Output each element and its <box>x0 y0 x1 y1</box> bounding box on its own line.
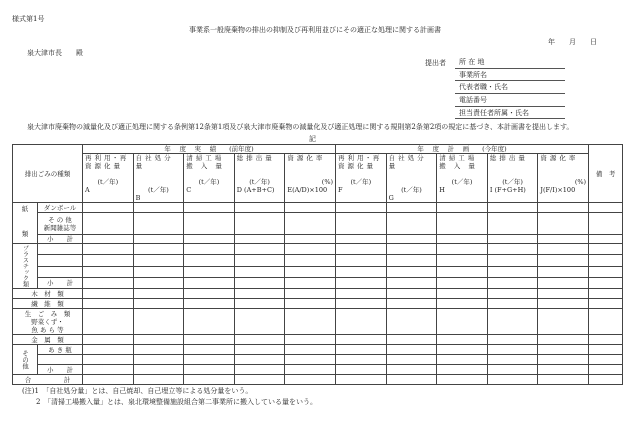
group-plan: 年 度 計 画 (今年度) <box>336 145 589 154</box>
field-office-name[interactable]: 事業所名 <box>455 69 565 82</box>
data-cell[interactable] <box>336 289 387 299</box>
data-cell[interactable] <box>437 203 488 213</box>
data-cell[interactable] <box>437 345 488 355</box>
plan-col-header <box>437 154 488 203</box>
data-cell[interactable] <box>386 309 437 335</box>
data-cell[interactable] <box>234 345 285 355</box>
data-cell[interactable] <box>386 365 437 375</box>
table-row <box>13 277 623 288</box>
blank-label <box>38 244 83 255</box>
data-cell[interactable] <box>184 365 235 375</box>
data-cell[interactable] <box>589 289 623 299</box>
table-row <box>13 266 623 277</box>
data-cell[interactable] <box>589 375 623 385</box>
remarks-header: 備 考 <box>589 145 623 203</box>
col-label-1: 総排出量 <box>236 154 275 162</box>
data-cell[interactable] <box>133 365 184 375</box>
col-label-1: 総排出量 <box>489 154 528 162</box>
data-cell[interactable] <box>234 365 285 375</box>
data-cell[interactable] <box>133 255 184 266</box>
col-code: H <box>439 186 445 194</box>
data-cell[interactable] <box>589 309 623 335</box>
data-cell[interactable] <box>285 255 336 266</box>
table-row <box>13 244 623 255</box>
data-cell[interactable] <box>487 309 538 335</box>
col-label-1: 自社処分量 <box>135 154 174 170</box>
data-cell[interactable] <box>133 355 184 365</box>
data-cell[interactable] <box>184 375 235 385</box>
data-cell[interactable] <box>133 335 184 345</box>
data-cell[interactable] <box>437 277 488 288</box>
data-cell[interactable] <box>83 213 134 235</box>
data-cell[interactable] <box>437 309 488 335</box>
data-cell[interactable] <box>336 266 387 277</box>
col-label-2: 資源化量 <box>338 162 377 170</box>
data-cell[interactable] <box>133 277 184 288</box>
data-cell[interactable] <box>184 345 235 355</box>
data-cell[interactable] <box>589 365 623 375</box>
data-cell[interactable] <box>83 309 134 335</box>
data-cell[interactable] <box>184 266 235 277</box>
food-3: 魚 あ ら 等 <box>31 325 64 334</box>
data-cell[interactable] <box>234 335 285 345</box>
data-cell[interactable] <box>336 277 387 288</box>
data-cell[interactable] <box>234 203 285 213</box>
data-cell[interactable] <box>487 365 538 375</box>
col-label-2 <box>237 162 283 170</box>
data-cell[interactable] <box>336 255 387 266</box>
data-cell[interactable] <box>386 335 437 345</box>
data-cell[interactable] <box>285 203 336 213</box>
data-cell[interactable] <box>133 244 184 255</box>
data-cell[interactable] <box>184 203 235 213</box>
table-row <box>13 365 623 375</box>
data-cell[interactable] <box>437 365 488 375</box>
data-cell[interactable] <box>437 255 488 266</box>
data-cell[interactable] <box>437 335 488 345</box>
data-cell[interactable] <box>184 355 235 365</box>
data-cell[interactable] <box>184 289 235 299</box>
data-cell[interactable] <box>336 213 387 235</box>
col-label-1: 自社処分量 <box>388 154 427 170</box>
data-cell[interactable] <box>437 289 488 299</box>
col-unit: (%) <box>574 178 587 186</box>
col-unit: (t／年) <box>350 178 372 186</box>
total-label: 合 計 <box>13 375 83 385</box>
data-cell[interactable] <box>487 299 538 309</box>
other-paper-label <box>38 213 83 235</box>
table-row <box>13 375 623 385</box>
food-label <box>13 309 83 335</box>
plan-col-header <box>336 154 387 203</box>
data-cell[interactable] <box>589 335 623 345</box>
date: 年 月 日 <box>548 38 597 46</box>
data-cell[interactable] <box>538 335 589 345</box>
data-cell[interactable] <box>589 299 623 309</box>
col-label-2 <box>287 162 333 170</box>
data-cell[interactable] <box>184 335 235 345</box>
note-2: 2 「清掃工場搬入量」とは、泉北環境整備施設組合第二事業所に搬入している量をいう。 <box>36 398 317 406</box>
data-cell[interactable] <box>589 203 623 213</box>
data-cell[interactable] <box>437 235 488 244</box>
data-cell[interactable] <box>285 244 336 255</box>
paper-label: 紙 <box>21 205 29 213</box>
data-cell[interactable] <box>538 289 589 299</box>
waste-plan-table <box>12 144 623 385</box>
data-cell[interactable] <box>487 213 538 235</box>
data-cell[interactable] <box>487 335 538 345</box>
data-cell[interactable] <box>184 255 235 266</box>
data-cell[interactable] <box>487 244 538 255</box>
col-unit: (t／年) <box>97 178 119 186</box>
blank-label <box>38 355 83 365</box>
actual-col-header <box>83 154 134 203</box>
data-cell[interactable] <box>234 235 285 244</box>
col-unit: (t／年) <box>249 178 270 186</box>
col-label-2: 搬 入 量 <box>439 162 478 170</box>
data-cell[interactable] <box>285 345 336 355</box>
actual-col-header <box>234 154 285 203</box>
col-code: E(A/D)×100 <box>287 186 328 194</box>
col-label-2: 搬 入 量 <box>186 162 225 170</box>
data-cell[interactable] <box>133 345 184 355</box>
col-label-1: 再利用･再 <box>338 154 383 162</box>
table-row <box>13 235 623 244</box>
data-cell[interactable] <box>336 335 387 345</box>
col-label-1: 清掃工場 <box>186 154 225 162</box>
data-cell[interactable] <box>538 255 589 266</box>
data-cell[interactable] <box>234 255 285 266</box>
data-cell[interactable] <box>538 345 589 355</box>
data-cell[interactable] <box>487 277 538 288</box>
col-code: D (A+B+C) <box>236 186 275 194</box>
col-unit: (%) <box>321 178 334 186</box>
data-cell[interactable] <box>83 255 134 266</box>
data-cell[interactable] <box>336 299 387 309</box>
col-label-2: 資源化量 <box>85 162 123 170</box>
col-code: B <box>135 194 141 202</box>
data-cell[interactable] <box>437 299 488 309</box>
data-cell[interactable] <box>538 365 589 375</box>
data-cell[interactable] <box>285 335 336 345</box>
data-cell[interactable] <box>133 309 184 335</box>
data-cell[interactable] <box>386 375 437 385</box>
data-cell[interactable] <box>285 365 336 375</box>
data-cell[interactable] <box>133 203 184 213</box>
group-actual: 年 度 実 績 (前年度) <box>83 145 336 154</box>
data-cell[interactable] <box>487 203 538 213</box>
data-cell[interactable] <box>487 266 538 277</box>
col-label-2 <box>389 170 435 178</box>
col-code: J(F/I)×100 <box>540 186 576 194</box>
data-cell[interactable] <box>285 235 336 244</box>
data-cell[interactable] <box>487 345 538 355</box>
data-cell[interactable] <box>285 266 336 277</box>
other-category: その他 <box>13 345 38 375</box>
data-cell[interactable] <box>487 375 538 385</box>
cardboard-label: ダンボール <box>38 203 83 213</box>
field-representative[interactable]: 代表者職・氏名 <box>455 81 565 94</box>
paper-category <box>13 203 38 244</box>
data-cell[interactable] <box>538 355 589 365</box>
data-cell[interactable] <box>386 355 437 365</box>
data-cell[interactable] <box>83 355 134 365</box>
type-header: 排出ごみの種類 <box>13 145 83 203</box>
data-cell[interactable] <box>386 244 437 255</box>
actual-col-header <box>133 154 184 203</box>
table-row <box>13 213 623 235</box>
table-row <box>13 345 623 355</box>
data-cell[interactable] <box>589 255 623 266</box>
data-cell[interactable] <box>386 299 437 309</box>
paper-subtotal-label: 小 計 <box>38 235 83 244</box>
data-cell[interactable] <box>83 289 134 299</box>
data-cell[interactable] <box>184 277 235 288</box>
plastic-category: プラスチック類 <box>13 244 38 289</box>
table-row <box>13 355 623 365</box>
col-unit: (t／年) <box>502 178 523 186</box>
field-phone[interactable]: 電話番号 <box>455 94 565 107</box>
other-paper-1: そ の 他 <box>48 215 72 224</box>
data-cell[interactable] <box>234 244 285 255</box>
data-cell[interactable] <box>133 235 184 244</box>
data-cell[interactable] <box>336 203 387 213</box>
actual-col-header <box>184 154 235 203</box>
data-cell[interactable] <box>285 277 336 288</box>
data-cell[interactable] <box>336 375 387 385</box>
data-cell[interactable] <box>336 355 387 365</box>
data-cell[interactable] <box>234 355 285 365</box>
food-1: 生 ご み 類 <box>24 309 71 318</box>
blank-label <box>38 255 83 266</box>
submitter-label: 提出者 <box>425 59 446 67</box>
data-cell[interactable] <box>133 375 184 385</box>
table-row <box>13 299 623 309</box>
col-code: C <box>186 186 192 194</box>
data-cell[interactable] <box>589 277 623 288</box>
data-cell[interactable] <box>133 266 184 277</box>
wood-label: 木 材 類 <box>13 289 83 299</box>
data-cell[interactable] <box>538 309 589 335</box>
actual-col-header <box>285 154 336 203</box>
data-cell[interactable] <box>487 235 538 244</box>
data-cell[interactable] <box>538 244 589 255</box>
statement: 泉大津市廃棄物の減量化及び適正処理に関する条例第12条第1項及び泉大津市廃棄物の減量化及び適正処理に関する規則第2条第2項の規定に基づき、本計画書を提出します。 <box>27 123 574 131</box>
data-cell[interactable] <box>538 203 589 213</box>
data-cell[interactable] <box>184 213 235 235</box>
data-cell[interactable] <box>234 277 285 288</box>
col-label-2 <box>540 162 586 170</box>
table-row <box>13 309 623 335</box>
field-address[interactable]: 所 在 地 <box>455 56 565 69</box>
table-row <box>13 255 623 266</box>
data-cell[interactable] <box>184 244 235 255</box>
data-cell[interactable] <box>184 309 235 335</box>
col-unit: (t／年) <box>451 178 473 186</box>
plan-col-header <box>538 154 589 203</box>
data-cell[interactable] <box>184 299 235 309</box>
field-person-in-charge[interactable]: 担当責任者所属・氏名 <box>455 107 565 120</box>
data-cell[interactable] <box>386 203 437 213</box>
data-cell[interactable] <box>589 244 623 255</box>
col-code: I (F+G+H) <box>489 186 526 194</box>
data-cell[interactable] <box>437 355 488 365</box>
data-cell[interactable] <box>386 213 437 235</box>
col-label-1: 再利用･再 <box>85 154 130 162</box>
fiber-label: 繊 維 類 <box>13 299 83 309</box>
blank-label <box>38 266 83 277</box>
data-cell[interactable] <box>83 203 134 213</box>
col-label-1: 資源化率 <box>287 154 326 162</box>
data-cell[interactable] <box>285 355 336 365</box>
other-subtotal-label: 小 計 <box>38 365 83 375</box>
data-cell[interactable] <box>336 309 387 335</box>
data-cell[interactable] <box>234 375 285 385</box>
col-label-1: 資源化率 <box>540 154 579 162</box>
data-cell[interactable] <box>83 365 134 375</box>
col-code: F <box>338 186 343 194</box>
data-cell[interactable] <box>336 244 387 255</box>
data-cell[interactable] <box>437 375 488 385</box>
data-cell[interactable] <box>589 266 623 277</box>
data-cell[interactable] <box>386 235 437 244</box>
addressee: 泉大津市長 殿 <box>27 49 83 57</box>
data-cell[interactable] <box>487 289 538 299</box>
data-cell[interactable] <box>83 244 134 255</box>
bottles-label: あ き 瓶 <box>38 345 83 355</box>
data-cell[interactable] <box>386 255 437 266</box>
col-code: G <box>388 194 394 202</box>
data-cell[interactable] <box>538 299 589 309</box>
data-cell[interactable] <box>234 266 285 277</box>
data-cell[interactable] <box>83 266 134 277</box>
data-cell[interactable] <box>133 289 184 299</box>
data-cell[interactable] <box>487 355 538 365</box>
data-cell[interactable] <box>234 299 285 309</box>
table-row <box>13 289 623 299</box>
data-cell[interactable] <box>386 266 437 277</box>
col-unit: (t／年) <box>148 186 169 194</box>
data-cell[interactable] <box>83 235 134 244</box>
metal-label: 金 属 類 <box>13 335 83 345</box>
data-cell[interactable] <box>437 266 488 277</box>
col-code: A <box>85 186 90 194</box>
table-row <box>13 203 623 213</box>
data-cell[interactable] <box>285 309 336 335</box>
food-2: 野菜くず・ <box>31 317 64 326</box>
data-cell[interactable] <box>437 244 488 255</box>
form-number: 様式第1号 <box>12 15 45 23</box>
data-cell[interactable] <box>538 375 589 385</box>
data-cell[interactable] <box>538 235 589 244</box>
table-row <box>13 335 623 345</box>
data-cell[interactable] <box>589 345 623 355</box>
data-cell[interactable] <box>285 299 336 309</box>
data-cell[interactable] <box>83 299 134 309</box>
data-cell[interactable] <box>589 355 623 365</box>
data-cell[interactable] <box>386 277 437 288</box>
document-title: 事業系一般廃棄物の排出の抑制及び再利用並びにその適正な処理に関する計画書 <box>189 26 441 34</box>
data-cell[interactable] <box>83 345 134 355</box>
data-cell[interactable] <box>336 345 387 355</box>
data-cell[interactable] <box>285 375 336 385</box>
data-cell[interactable] <box>538 213 589 235</box>
data-cell[interactable] <box>83 375 134 385</box>
plastic-subtotal-label: 小 計 <box>38 277 83 288</box>
data-cell[interactable] <box>234 213 285 235</box>
paper-label-2: 類 <box>21 230 29 238</box>
plan-col-header <box>487 154 538 203</box>
col-label-2 <box>490 162 536 170</box>
plan-col-header <box>386 154 437 203</box>
col-unit: (t／年) <box>198 178 220 186</box>
data-cell[interactable] <box>234 309 285 335</box>
data-cell[interactable] <box>538 266 589 277</box>
note-1: (注)1 「自社処分量」とは、自己焼却、自己埋立等による処分量をいう。 <box>22 387 253 395</box>
data-cell[interactable] <box>83 277 134 288</box>
data-cell[interactable] <box>184 235 235 244</box>
data-cell[interactable] <box>285 289 336 299</box>
data-cell[interactable] <box>386 289 437 299</box>
col-unit: (t／年) <box>401 186 422 194</box>
data-cell[interactable] <box>234 289 285 299</box>
col-label-1: 清掃工場 <box>439 154 478 162</box>
submitter-fields <box>455 56 565 119</box>
data-cell[interactable] <box>133 213 184 235</box>
data-cell[interactable] <box>336 365 387 375</box>
data-cell[interactable] <box>589 213 623 235</box>
data-cell[interactable] <box>336 235 387 244</box>
data-cell[interactable] <box>437 213 488 235</box>
data-cell[interactable] <box>83 335 134 345</box>
other-paper-2: 新聞雑誌等 <box>43 223 77 232</box>
col-label-2 <box>136 170 182 178</box>
data-cell[interactable] <box>386 345 437 355</box>
data-cell[interactable] <box>589 235 623 244</box>
data-cell[interactable] <box>285 213 336 235</box>
ki-label: 記 <box>309 135 316 143</box>
data-cell[interactable] <box>133 299 184 309</box>
data-cell[interactable] <box>538 277 589 288</box>
data-cell[interactable] <box>487 255 538 266</box>
